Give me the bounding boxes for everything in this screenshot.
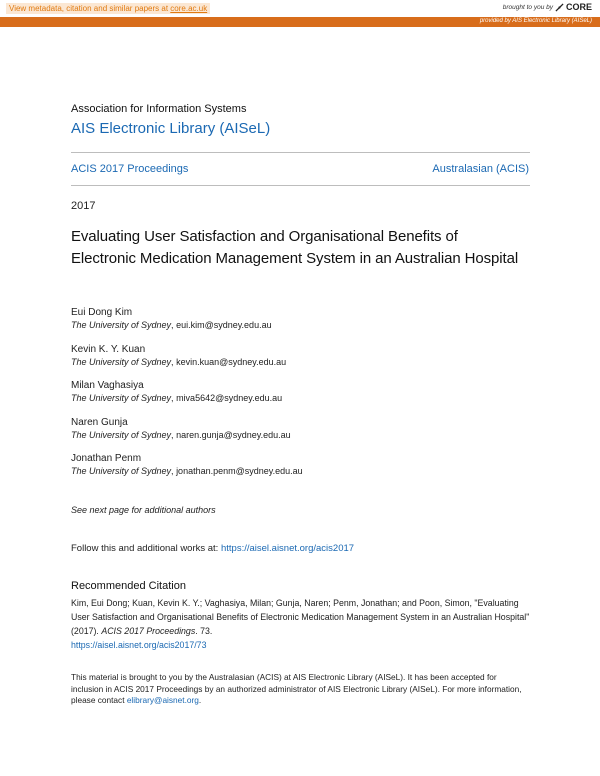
citation-link[interactable]: https://aisel.aisnet.org/acis2017/73: [71, 640, 207, 650]
citation-proceedings: ACIS 2017 Proceedings: [101, 626, 196, 636]
divider: [71, 152, 530, 153]
footer-end: .: [198, 695, 202, 705]
core-brought-by[interactable]: [503, 2, 592, 12]
affiliation-name: The University of Sydney: [71, 430, 172, 440]
author-affiliation: The University of Sydney, jonathan.penm@sydney.edu.au: [71, 466, 303, 476]
core-logo-text: CORE: [565, 2, 592, 12]
author-email: kevin.kuan@sydney.edu.au: [176, 357, 287, 367]
author-entry: [71, 379, 282, 405]
author-name: Naren Gunja: [71, 417, 128, 428]
divider: [71, 185, 530, 186]
author-affiliation: The University of Sydney, kevin.kuan@sydney.edu.au: [71, 357, 287, 367]
core-logo-icon: [555, 3, 564, 12]
citation-text: [71, 596, 531, 652]
affiliation-name: The University of Sydney: [71, 466, 172, 476]
author-entry: [71, 416, 291, 442]
paper-title: Evaluating User Satisfaction and Organisational Benefits of Electronic Medication Management System in an Australian Hospital: [71, 228, 519, 267]
brought-text: brought to you by: [502, 3, 553, 11]
breadcrumb-proceedings-link[interactable]: ACIS 2017 Proceedings: [71, 163, 189, 175]
citation-number: . 73.: [195, 626, 213, 636]
follow-line: [71, 543, 354, 554]
author-email: eui.kim@sydney.edu.au: [176, 320, 272, 330]
core-metadata-link[interactable]: [6, 3, 210, 14]
core-banner: [0, 0, 600, 27]
publication-year: 2017: [71, 200, 96, 212]
author-entry: [71, 306, 272, 332]
author-email: naren.gunja@sydney.edu.au: [176, 430, 291, 440]
author-affiliation: The University of Sydney, naren.gunja@sydney.edu.au: [71, 430, 291, 440]
footer-text: This material is brought to you by the Australasian (ACIS) at AIS Electronic Library (AISeL). It has been accepted for inclusion in ACIS 2017 Proceedings by an authorized administrator of AIS Electronic Library (AISeL). For more information, please contact: [71, 672, 522, 705]
library-title-link[interactable]: AIS Electronic Library (AISeL): [71, 120, 271, 137]
see-next-page-note: See next page for additional authors: [71, 505, 216, 515]
author-entry: [71, 452, 303, 478]
affiliation-name: The University of Sydney: [71, 357, 172, 367]
footer-notice: [71, 672, 531, 707]
follow-text: Follow this and additional works at:: [71, 543, 221, 554]
core-link[interactable]: core.ac.uk: [170, 4, 208, 13]
author-name: Jonathan Penm: [71, 453, 142, 464]
author-email: miva5642@sydney.edu.au: [176, 393, 283, 403]
affiliation-name: The University of Sydney: [71, 393, 172, 403]
contact-email-link[interactable]: elibrary@aisnet.org: [126, 695, 199, 705]
author-affiliation: The University of Sydney, eui.kim@sydney.edu.au: [71, 320, 272, 330]
follow-link[interactable]: https://aisel.aisnet.org/acis2017: [220, 543, 355, 554]
author-name: Eui Dong Kim: [71, 307, 133, 318]
citation-body: Kim, Eui Dong; Kuan, Kevin K. Y.; Vaghasiya, Milan; Gunja, Naren; Penm, Jonathan; and Poon, Simon, "Evaluating User Satisfaction and Organisational Benefits of Electronic Medication Management System in an Australian Hospital" (2017).: [71, 598, 530, 636]
author-email: jonathan.penm@sydney.edu.au: [176, 466, 303, 476]
recommended-citation-heading: Recommended Citation: [71, 580, 186, 592]
author-name: Milan Vaghasiya: [71, 380, 144, 391]
core-view-text: View metadata, citation and similar papers at: [9, 4, 171, 13]
organization-name: Association for Information Systems: [71, 103, 247, 115]
breadcrumb-acis-link[interactable]: Australasian (ACIS): [432, 163, 529, 175]
author-name: Kevin K. Y. Kuan: [71, 344, 146, 355]
provided-by-text: provided by AIS Electronic Library (AISeL): [479, 18, 592, 24]
affiliation-name: The University of Sydney: [71, 320, 172, 330]
author-affiliation: The University of Sydney, miva5642@sydney.edu.au: [71, 393, 283, 403]
author-entry: [71, 343, 286, 369]
